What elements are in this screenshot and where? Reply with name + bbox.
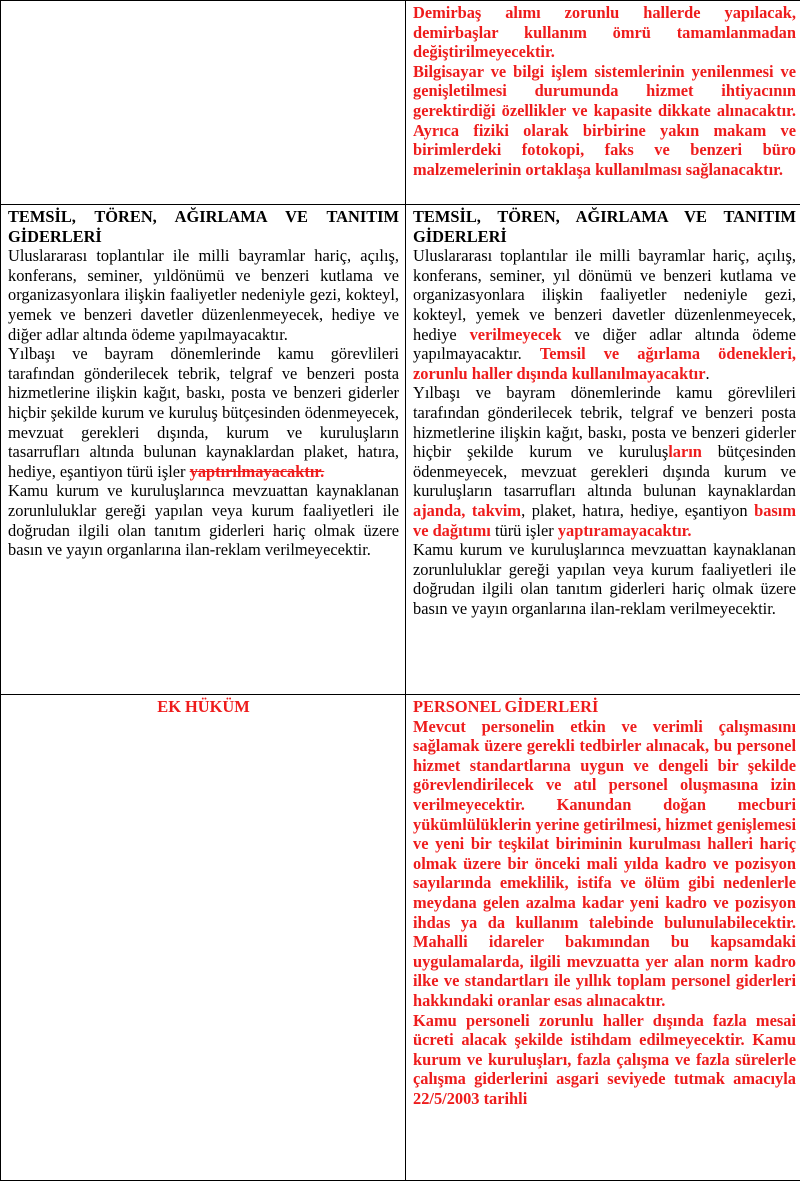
paragraph-2 bbox=[8, 344, 399, 481]
text-segment: türü işler bbox=[494, 520, 554, 540]
text-segment: . bbox=[705, 363, 710, 383]
paragraph-1: Uluslararası toplantılar ile milli bayramlar hariç, açılış, konferans, seminer, yıldönümü ve benzeri kutlama ve organizasyonlara ilişkin faaliyetler nedeniyle gezi, kokteyl, yemek ve benzeri davetler düzenlenmeyecek, hediye ve diğer adlar altında ödeme yapılmayacaktır. bbox=[8, 246, 399, 344]
paragraph-computers: Bilgisayar ve bilgi işlem sistemlerinin yenilenmesi ve genişletilmesi durumunda hizmet ihtiyacının gerektirdiği özellikler ve kapasite dikkate alınacaktır. Ayrıca fiziki olarak birbirine yakın makam ve birimlerdeki fotokopi, faks ve benzeri büro malzemelerinin ortaklaşa kullanılması sağlanacaktır. bbox=[413, 61, 796, 179]
section-heading: TEMSİL, TÖREN, AĞIRLAMA VE TANITIM GİDERLERİ bbox=[413, 207, 796, 246]
paragraph-2-text: Yılbaşı ve bayram dönemlerinde kamu görevlileri tarafından gönderilecek tebrik, telgraf ve benzeri posta hizmetlerine ilişkin kağıt, baskı, posta ve benzeri giderler hiçbir şekilde kurum ve kuruluş bütçesinden ödenmeyecek, mevzuat gerekleri dışında, kurum ve kuruluşların tasarrufları altında bulunan kaynaklardan plaket, hatıra, hediye, eşantiyon türü işler bbox=[8, 344, 399, 481]
added-text: ajanda, takvim bbox=[413, 500, 522, 520]
paragraph-1: Mevcut personelin etkin ve verimli çalışmasını sağlamak üzere gerekli tedbirler alınacak, bu personel hizmet standartlarına uygun ve dengeli bir şekilde görevlendirilecek ve atıl personel oluşmasına izin verilmeyecektir. Kanundan doğan mecburi yükümlülüklerin yerine getirilmesi, hizmet genişlemesi ve yeni bir teşkilat biriminin kurulması halleri hariç olmak üzere bir önceki mali yılda kadro ve pozisyon sayılarında emeklilik, istifa ve ölüm gibi nedenlerle meydana gelen azalma kadar yeni kadro ve pozisyon ihdas ya da kullanım talebinde bulunulabilecektir. Mahalli idareler bakımından bu kapsamdaki uygulamalarda, ilgili mevzuatta yer alan norm kadro ilke ve standartları ile yıllık toplam personel giderleri hakkındaki oranlar esas alınacaktır. bbox=[413, 716, 796, 1010]
section-heading: PERSONEL GİDERLERİ bbox=[413, 697, 599, 716]
table-row bbox=[1, 1, 800, 205]
added-text: yaptıramayacaktır. bbox=[557, 520, 692, 540]
text-segment: , plaket, hatıra, hediye, eşantiyon bbox=[521, 500, 748, 520]
table-row bbox=[1, 205, 800, 695]
right-cell-personnel bbox=[406, 695, 800, 1181]
right-cell-equipment bbox=[406, 1, 800, 205]
left-cell-representation bbox=[1, 205, 406, 695]
paragraph-equipment: Demirbaş alımı zorunlu hallerde yapılacak, demirbaşlar kullanım ömrü tamamlanmadan değiştirilmeyecektir. bbox=[413, 3, 796, 62]
table-row bbox=[1, 695, 800, 1181]
section-heading: EK HÜKÜM bbox=[157, 697, 250, 716]
paragraph-3: Kamu kurum ve kuruluşlarınca mevzuattan kaynaklanan zorunluluklar gereği yapılan veya kurum faaliyetleri ile doğrudan ilgili olan tanıtım giderleri hariç olmak üzere basın ve yayın organlarına ilan-reklam verilmeyecektir. bbox=[8, 481, 399, 560]
added-text: basım ve dağıtımı bbox=[413, 500, 796, 540]
right-cell-representation bbox=[406, 205, 800, 695]
paragraph-3: Kamu kurum ve kuruluşlarınca mevzuattan kaynaklanan zorunluluklar gereği yapılan veya kurum faaliyetleri ile doğrudan ilgili olan tanıtım giderleri hariç olmak üzere basın ve yayın organlarına ilan-reklam verilmeyecektir. bbox=[413, 540, 796, 618]
paragraph-1 bbox=[413, 246, 796, 383]
struck-text: yaptırılmayacaktır. bbox=[189, 461, 325, 481]
left-cell-empty bbox=[1, 1, 406, 205]
paragraph-2: Kamu personeli zorunlu haller dışında fazla mesai ücreti alacak şekilde istihdam edilmeyecektir. Kamu kurum ve kuruluşları, fazla çalışma ve fazla sürelerle çalışma giderlerini asgari seviyede tutmak amacıyla 22/5/2003 tarihli bbox=[413, 1010, 796, 1108]
added-text: verilmeyecek bbox=[469, 324, 562, 344]
paragraph-2 bbox=[413, 383, 796, 540]
text-segment: Uluslararası toplantılar ile milli bayramlar hariç, açılış, konferans, seminer, yıl dönümü ve benzeri kutlama ve organizasyonlara ilişkin faaliyetler nedeniyle gezi, kokteyl, yemek ve benzeri davetler düzenlenmeyecek, hediye bbox=[413, 246, 796, 344]
text-segment: Yılbaşı ve bayram dönemlerinde kamu görevlileri tarafından gönderilecek tebrik, telgraf ve benzeri posta hizmetlerine ilişkin kağıt, baskı, posta ve benzeri giderler hiçbir şekilde kurum ve kuruluş bbox=[413, 383, 796, 462]
section-heading: TEMSİL, TÖREN, AĞIRLAMA VE TANITIM GİDERLERİ bbox=[8, 207, 399, 246]
added-text: Temsil ve ağırlama ödenekleri, zorunlu haller dışında kullanılmayacaktır bbox=[413, 344, 796, 383]
text-segment: ve diğer adlar altında ödeme yapılmayacaktır. bbox=[413, 324, 796, 364]
text-segment: bütçesinden ödenmeyecek, mevzuat gerekleri dışında kurum ve kuruluşların tasarrufları altında bulunan kaynaklardan bbox=[413, 442, 796, 501]
added-text: ların bbox=[668, 442, 702, 462]
left-cell-additional-provision bbox=[1, 695, 406, 1181]
